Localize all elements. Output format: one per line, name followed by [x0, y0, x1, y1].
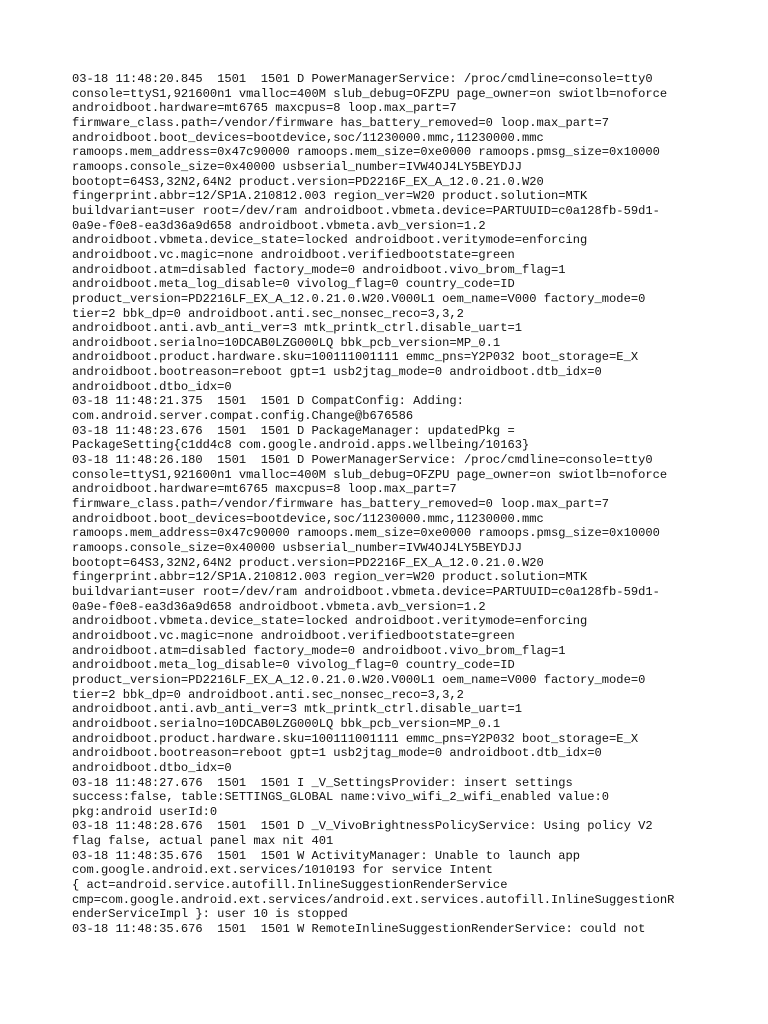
log-line: androidboot.vbmeta.device_state=locked androidboot.veritymode=enforcing [72, 233, 588, 248]
log-line: androidboot.hardware=mt6765 maxcpus=8 loop.max_part=7 [72, 482, 457, 497]
log-line: 03-18 11:48:26.180 1501 1501 D PowerManagerService: /proc/cmdline=console=tty0 [72, 453, 653, 468]
log-line: tier=2 bbk_dp=0 androidboot.anti.sec_nonsec_reco=3,3,2 [72, 306, 464, 321]
log-line: androidboot.meta_log_disable=0 vivolog_flag=0 country_code=ID [72, 277, 515, 292]
log-line: 03-18 11:48:35.676 1501 1501 W ActivityManager: Unable to launch app [72, 848, 581, 863]
log-line: 03-18 11:48:21.375 1501 1501 D CompatConfig: Adding: [72, 394, 464, 409]
log-line: 03-18 11:48:27.676 1501 1501 I _V_SettingsProvider: insert settings [72, 775, 573, 790]
log-line: 03-18 11:48:23.676 1501 1501 D PackageManager: updatedPkg = [72, 423, 515, 438]
log-line: ramoops.mem_address=0x47c90000 ramoops.mem_size=0xe0000 ramoops.pmsg_size=0x10000 [72, 145, 660, 160]
log-line: 03-18 11:48:20.845 1501 1501 D PowerManagerService: /proc/cmdline=console=tty0 [72, 72, 653, 86]
log-line: androidboot.vc.magic=none androidboot.verifiedbootstate=green [72, 247, 515, 262]
log-line: fingerprint.abbr=12/SP1A.210812.003 region_ver=W20 product.solution=MTK [72, 570, 588, 585]
log-line: androidboot.anti.avb_anti_ver=3 mtk_printk_ctrl.disable_uart=1 [72, 702, 522, 717]
log-line: androidboot.hardware=mt6765 maxcpus=8 loop.max_part=7 [72, 101, 457, 116]
log-line: androidboot.boot_devices=bootdevice,soc/11230000.mmc,11230000.mmc [72, 130, 544, 145]
log-line: bootopt=64S3,32N2,64N2 product.version=PD2216F_EX_A_12.0.21.0.W20 [72, 174, 544, 189]
log-line: console=ttyS1,921600n1 vmalloc=400M slub_debug=OFZPU page_owner=on swiotlb=noforce [72, 86, 668, 101]
log-line: androidboot.serialno=10DCAB0LZG000LQ bbk_pcb_version=MP_0.1 [72, 716, 501, 731]
log-line: console=ttyS1,921600n1 vmalloc=400M slub_debug=OFZPU page_owner=on swiotlb=noforce [72, 467, 668, 482]
log-line: androidboot.product.hardware.sku=100111001111 emmc_pns=Y2P032 boot_storage=E_X [72, 731, 639, 746]
log-line: firmware_class.path=/vendor/firmware has_battery_removed=0 loop.max_part=7 [72, 497, 610, 512]
log-line: com.google.android.ext.services/1010193 for service Intent [72, 863, 493, 878]
log-line: buildvariant=user root=/dev/ram androidboot.vbmeta.device=PARTUUID=c0a128fb-59d1- [72, 203, 660, 218]
log-line: androidboot.atm=disabled factory_mode=0 androidboot.vivo_brom_flag=1 [72, 643, 566, 658]
log-line: androidboot.meta_log_disable=0 vivolog_flag=0 country_code=ID [72, 658, 515, 673]
log-line: androidboot.atm=disabled factory_mode=0 androidboot.vivo_brom_flag=1 [72, 262, 566, 277]
log-line: product_version=PD2216LF_EX_A_12.0.21.0.W20.V000L1 oem_name=V000 factory_mode=0 [72, 672, 646, 687]
log-line: tier=2 bbk_dp=0 androidboot.anti.sec_nonsec_reco=3,3,2 [72, 687, 464, 702]
log-line: androidboot.bootreason=reboot gpt=1 usb2jtag_mode=0 androidboot.dtb_idx=0 [72, 365, 602, 380]
log-line: 03-18 11:48:35.676 1501 1501 W RemoteInlineSuggestionRenderService: could not [72, 922, 646, 937]
log-line: 0a9e-f0e8-ea3d36a9d658 androidboot.vbmeta.avb_version=1.2 [72, 218, 486, 233]
log-line: fingerprint.abbr=12/SP1A.210812.003 region_ver=W20 product.solution=MTK [72, 189, 588, 204]
log-line: 03-18 11:48:28.676 1501 1501 D _V_VivoBrightnessPolicyService: Using policy V2 [72, 819, 653, 834]
log-line: 0a9e-f0e8-ea3d36a9d658 androidboot.vbmeta.avb_version=1.2 [72, 599, 486, 614]
log-line: success:false, table:SETTINGS_GLOBAL name:vivo_wifi_2_wifi_enabled value:0 [72, 790, 610, 805]
log-line: ramoops.mem_address=0x47c90000 ramoops.mem_size=0xe0000 ramoops.pmsg_size=0x10000 [72, 526, 660, 541]
log-line: androidboot.boot_devices=bootdevice,soc/11230000.mmc,11230000.mmc [72, 511, 544, 526]
log-line: ramoops.console_size=0x40000 usbserial_number=IVW4OJ4LY5BEYDJJ [72, 159, 522, 174]
log-line: product_version=PD2216LF_EX_A_12.0.21.0.W20.V000L1 oem_name=V000 factory_mode=0 [72, 291, 646, 306]
log-line: androidboot.dtbo_idx=0 [72, 760, 232, 775]
log-line: androidboot.bootreason=reboot gpt=1 usb2jtag_mode=0 androidboot.dtb_idx=0 [72, 746, 602, 761]
log-line: enderServiceImpl }: user 10 is stopped [72, 907, 348, 922]
log-line: PackageSetting{c1dd4c8 com.google.android.apps.wellbeing/10163} [72, 438, 530, 453]
log-line: androidboot.serialno=10DCAB0LZG000LQ bbk_pcb_version=MP_0.1 [72, 335, 501, 350]
log-line: androidboot.anti.avb_anti_ver=3 mtk_printk_ctrl.disable_uart=1 [72, 321, 522, 336]
log-line: flag false, actual panel max nit 401 [72, 834, 334, 849]
log-line: androidboot.product.hardware.sku=100111001111 emmc_pns=Y2P032 boot_storage=E_X [72, 350, 639, 365]
log-line: cmp=com.google.android.ext.services/android.ext.services.autofill.InlineSuggestionR [72, 892, 675, 907]
log-line: pkg:android userId:0 [72, 804, 218, 819]
log-line: { act=android.service.autofill.InlineSuggestionRenderService [72, 878, 508, 893]
log-line: buildvariant=user root=/dev/ram androidboot.vbmeta.device=PARTUUID=c0a128fb-59d1- [72, 584, 660, 599]
log-line: androidboot.vbmeta.device_state=locked androidboot.veritymode=enforcing [72, 614, 588, 629]
log-text-block [72, 72, 712, 937]
log-line: androidboot.dtbo_idx=0 [72, 379, 232, 394]
log-line: firmware_class.path=/vendor/firmware has_battery_removed=0 loop.max_part=7 [72, 115, 610, 130]
log-line: com.android.server.compat.config.Change@b676586 [72, 409, 414, 424]
log-line: ramoops.console_size=0x40000 usbserial_number=IVW4OJ4LY5BEYDJJ [72, 541, 522, 555]
log-line: bootopt=64S3,32N2,64N2 product.version=PD2216F_EX_A_12.0.21.0.W20 [72, 555, 544, 570]
log-line: androidboot.vc.magic=none androidboot.verifiedbootstate=green [72, 628, 515, 643]
